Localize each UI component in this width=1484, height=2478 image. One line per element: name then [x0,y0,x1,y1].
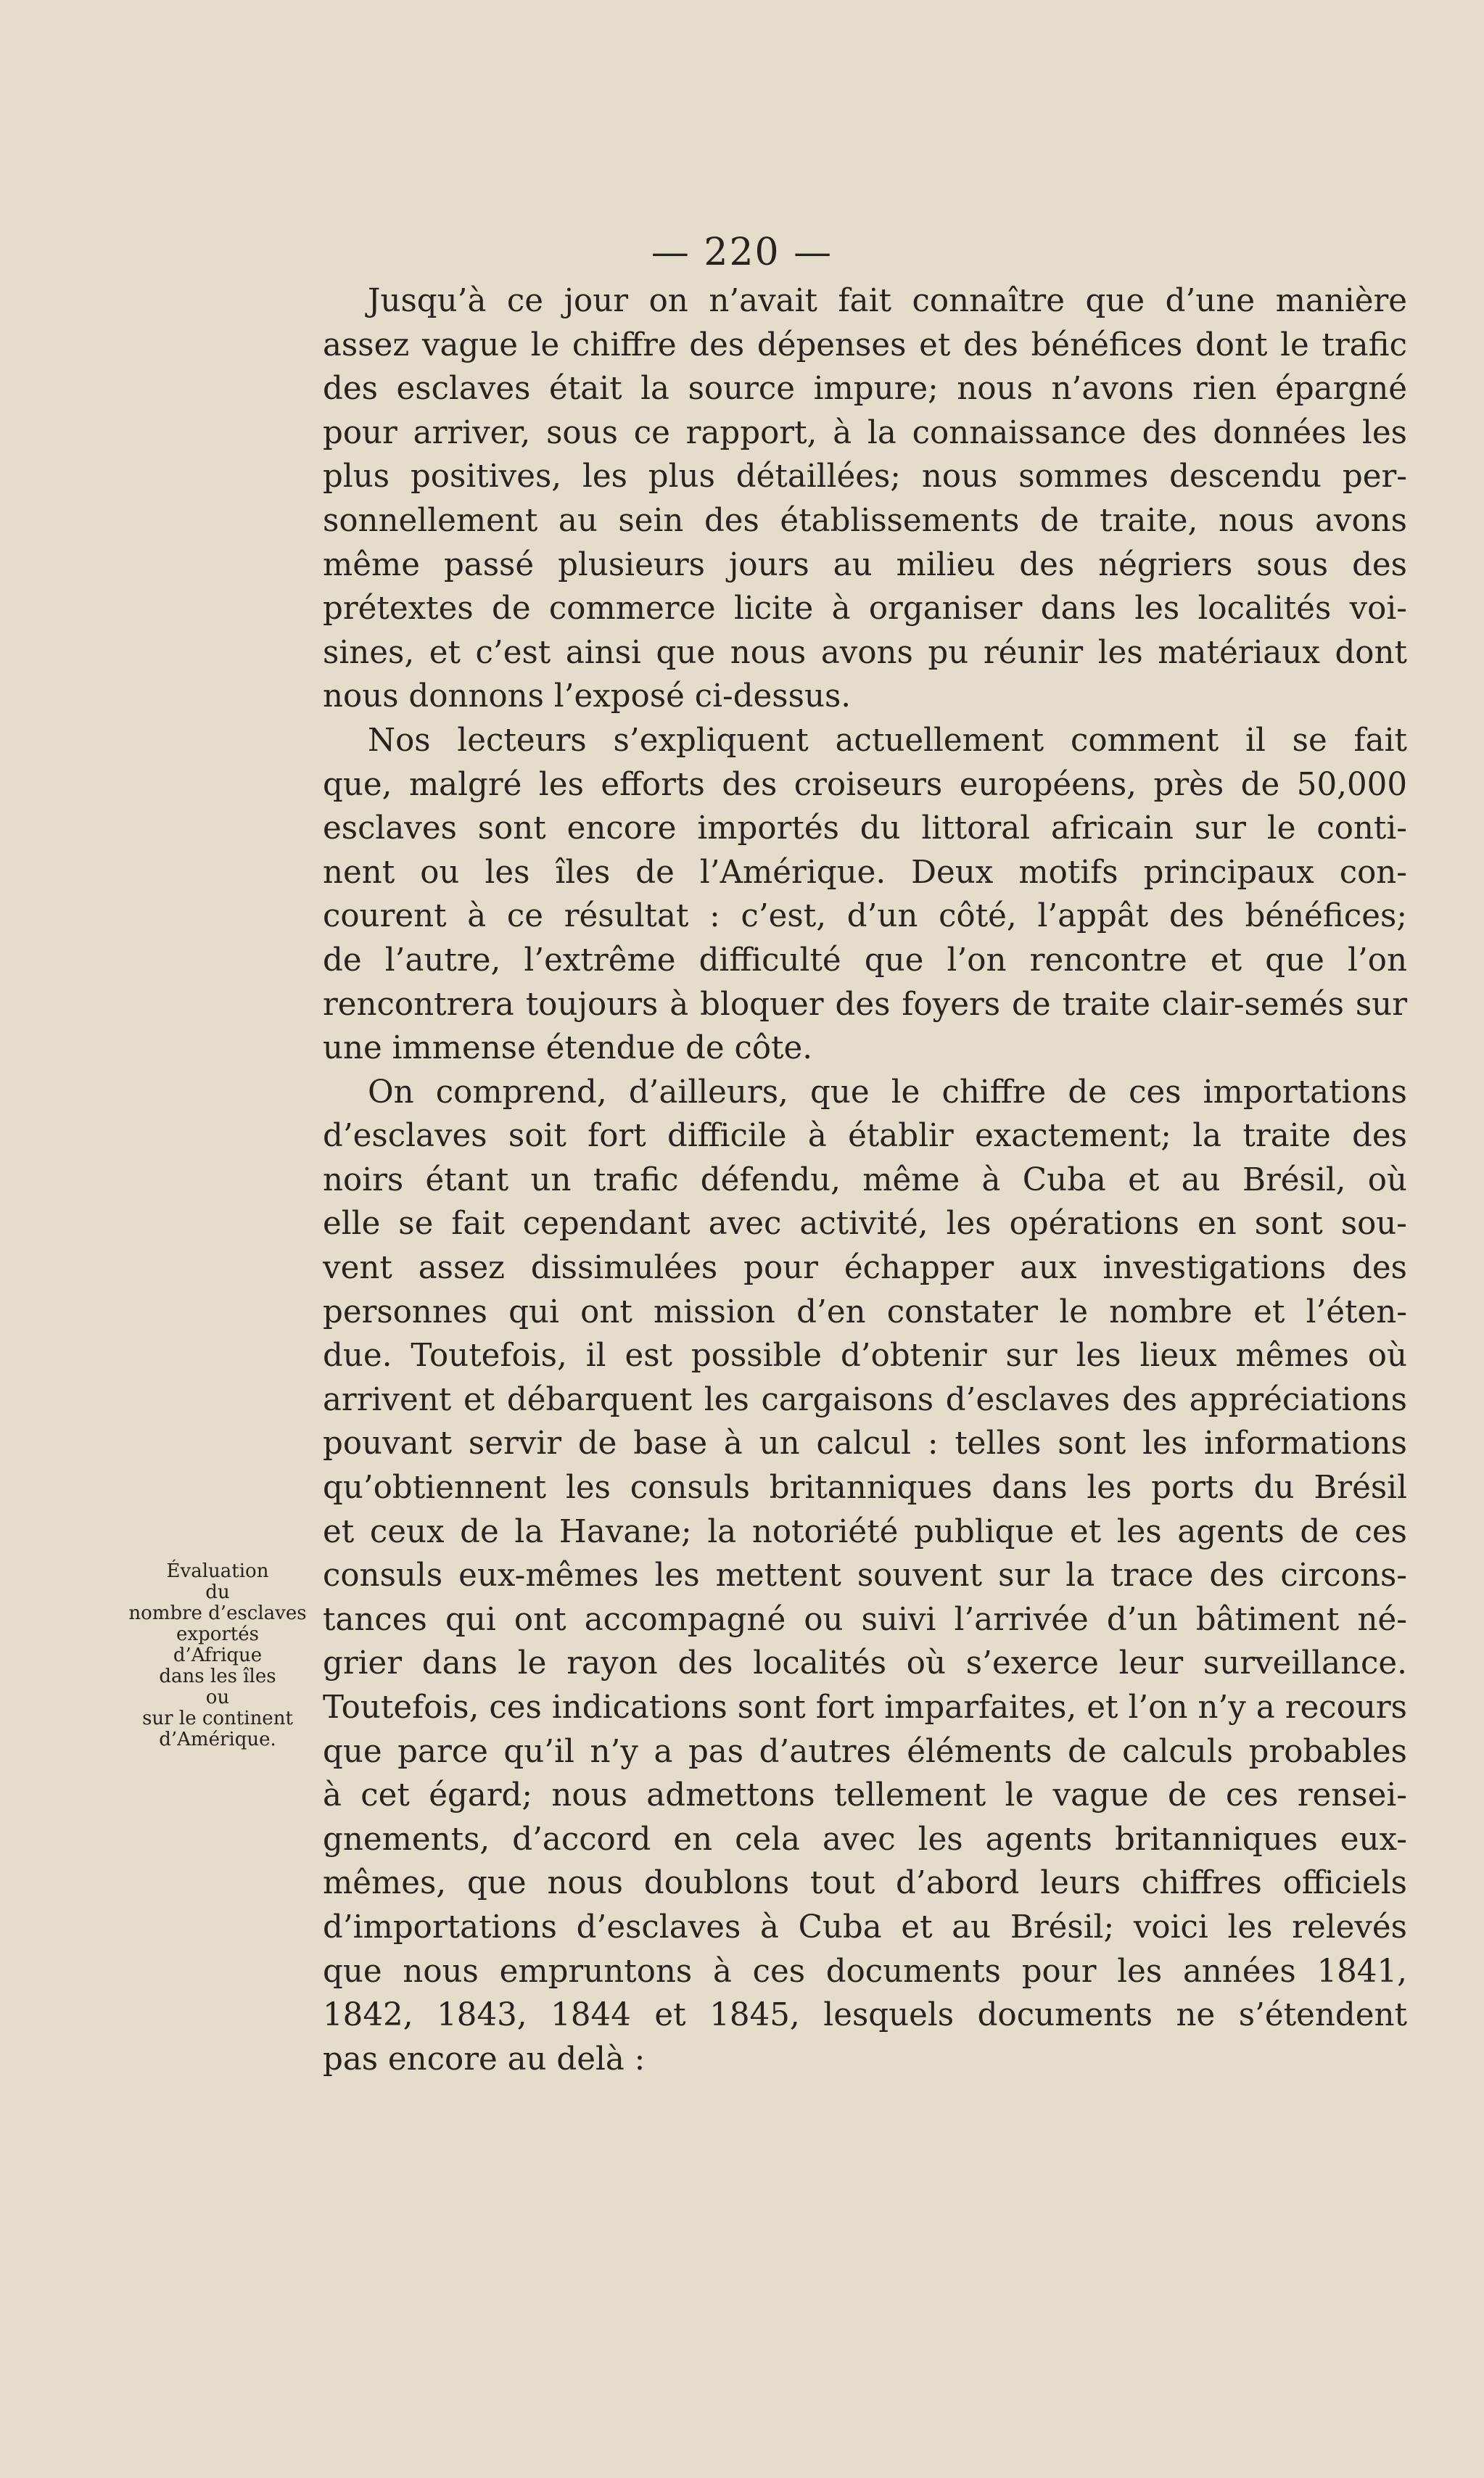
text-line: que parce qu’il n’y a pas d’autres éléments de calculs probables [323,1733,1407,1770]
text-line: même passé plusieurs jours au milieu des négriers sous des [323,546,1407,583]
text-line: nent ou les îles de l’Amérique. Deux motifs principaux con- [323,854,1407,891]
text-line: On comprend, d’ailleurs, que le chiffre de ces importations [368,1074,1407,1111]
text-line: mêmes, que nous doublons tout d’abord leurs chiffres officiels [323,1865,1407,1902]
text-line: pas encore au delà : [323,2041,646,2078]
text-line: des esclaves était la source impure; nous n’avons rien épargné [323,371,1407,408]
text-line: tances qui ont accompagné ou suivi l’arrivée d’un bâtiment né- [323,1601,1407,1638]
text-line: que nous empruntons à ces documents pour les années 1841, [323,1953,1407,1990]
text-line: courent à ce résultat : c’est, d’un côté, l’appât des bénéfices; [323,898,1407,935]
margin-note-line: d’Afrique [173,1645,263,1666]
margin-note-line: d’Amérique. [159,1729,276,1750]
margin-note [109,1561,326,1750]
text-line: noirs étant un trafic défendu, même à Cuba et au Brésil, où [323,1161,1407,1198]
text-line: de l’autre, l’extrême difficulté que l’on rencontre et que l’on [323,942,1407,979]
text-line: et ceux de la Havane; la notoriété publique et les agents de ces [323,1513,1407,1550]
text-line: nous donnons l’exposé ci-dessus. [323,678,852,715]
paragraph [323,1071,1407,2082]
margin-note-line: nombre d’esclaves [128,1602,307,1624]
text-line: prétextes de commerce licite à organiser dans les localités voi- [323,590,1407,627]
paragraph [323,719,1407,1071]
text-line: vent assez dissimulées pour échapper aux investigations des [323,1250,1407,1287]
text-line: d’importations d’esclaves à Cuba et au Brésil; voici les relevés [323,1909,1407,1946]
text-line: d’esclaves soit fort difficile à établir exactement; la traite des [323,1118,1407,1155]
text-line: à cet égard; nous admettons tellement le vague de ces rensei- [323,1777,1407,1814]
margin-note-line: du [205,1581,230,1603]
text-line: sines, et c’est ainsi que nous avons pu réunir les matériaux dont [323,634,1407,671]
text-line: Jusqu’à ce jour on n’avait fait connaître que d’une manière [368,283,1407,319]
text-line: grier dans le rayon des localités où s’exerce leur surveillance. [323,1645,1407,1682]
text-line: pour arriver, sous ce rapport, à la connaissance des données les [323,414,1407,451]
text-line: assez vague le chiffre des dépenses et des bénéfices dont le trafic [323,326,1407,363]
margin-note-line: exportés [176,1623,259,1645]
text-line: esclaves sont encore importés du littoral africain sur le conti- [323,810,1407,847]
text-line: elle se fait cependant avec activité, les opérations en sont sou- [323,1206,1407,1243]
text-line: Nos lecteurs s’expliquent actuellement comment il se fait [368,722,1407,759]
margin-note-line: sur le continent [142,1708,293,1729]
text-line: consuls eux-mêmes les mettent souvent sur la trace des circons- [323,1557,1407,1594]
margin-note-line: ou [205,1687,230,1708]
text-line: rencontrera toujours à bloquer des foyers de traite clair-semés sur [323,986,1407,1023]
body-text [323,279,1407,2081]
text-line: sonnellement au sein des établissements de traite, nous avons [323,502,1407,539]
text-line: due. Toutefois, il est possible d’obtenir sur les lieux mêmes où [323,1338,1407,1375]
text-line: personnes qui ont mission d’en constater le nombre et l’éten- [323,1293,1407,1330]
text-line: gnements, d’accord en cela avec les agents britanniques eux- [323,1821,1407,1858]
text-line: Toutefois, ces indications sont fort imparfaites, et l’on n’y a recours [323,1689,1407,1726]
margin-note-line: Évaluation [166,1560,269,1582]
paragraph [323,279,1407,719]
page-number: — 220 — [651,231,833,274]
text-line: une immense étendue de côte. [323,1030,813,1067]
text-line: que, malgré les efforts des croiseurs européens, près de 50,000 [323,766,1407,803]
text-line: plus positives, les plus détaillées; nous sommes descendu per- [323,458,1407,495]
text-line: pouvant servir de base à un calcul : telles sont les informations [323,1425,1407,1462]
margin-note-line: dans les îles [159,1666,276,1687]
text-line: qu’obtiennent les consuls britanniques dans les ports du Brésil [323,1470,1407,1507]
text-line: arrivent et débarquent les cargaisons d’esclaves des appréciations [323,1381,1407,1418]
text-line: 1842, 1843, 1844 et 1845, lesquels documents ne s’étendent [323,1997,1407,2034]
